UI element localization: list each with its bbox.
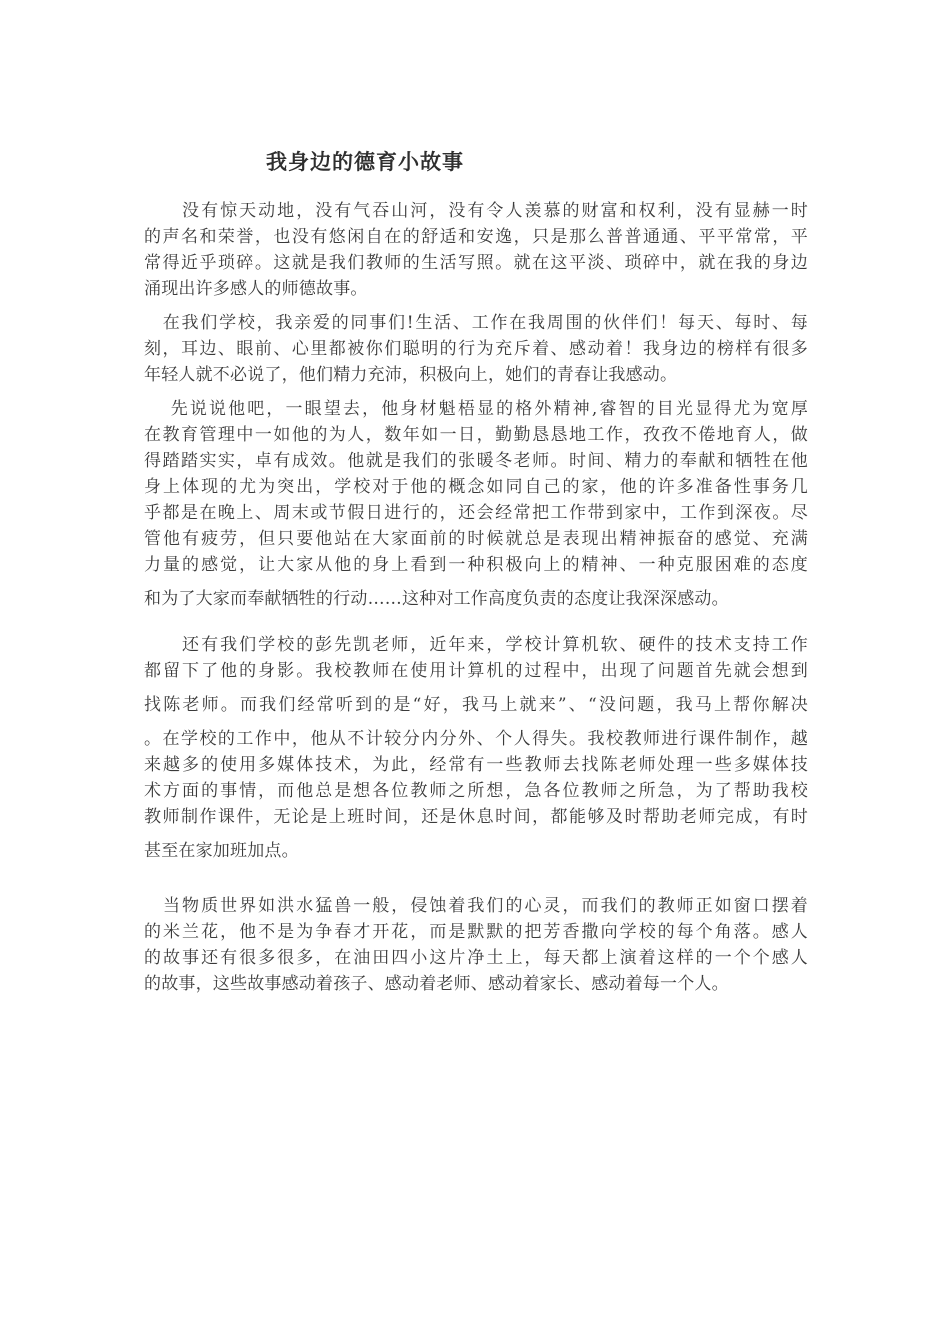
- paragraph-line: 身上体现的尤为突出，学校对于他的概念如同自己的家，他的许多准备性事务几: [144, 477, 808, 497]
- paragraph-line: 甚至在家加班加点。: [144, 841, 299, 861]
- paragraph-line: 教师制作课件，无论是上班时间，还是休息时间，都能够及时帮助老师完成，有时: [144, 807, 808, 827]
- paragraph-line: 和为了大家而奉献牺牲的行动……这种对工作高度负责的态度让我深深感动。: [144, 589, 729, 609]
- paragraph-3: [144, 396, 808, 612]
- paragraph-line: 在我们学校，我亲爱的同事们!生活、工作在我周围的伙伴们！每天、每时、每: [144, 313, 808, 333]
- paragraph-line: 在教育管理中一如他的为人，数年如一日，勤勤恳恳地工作，孜孜不倦地育人，做: [144, 425, 808, 445]
- paragraph-line: 。在学校的工作中，他从不计较分内分外、个人得失。我校教师进行课件制作，越: [144, 729, 808, 749]
- paragraph-line: 的故事还有很多很多，在油田四小这片净土上，每天都上演着这样的一个个感人: [144, 948, 808, 968]
- paragraph-line: 涌现出许多感人的师德故事。: [144, 279, 368, 299]
- paragraph-4: [144, 632, 808, 864]
- paragraph-line: 的米兰花，他不是为争春才开花，而是默默的把芳香撒向学校的每个角落。感人: [144, 922, 808, 942]
- paragraph-line: 常得近乎琐碎。这就是我们教师的生活写照。就在这平淡、琐碎中，就在我的身边: [144, 253, 808, 273]
- paragraph-2: [144, 310, 808, 388]
- paragraph-line: 找陈老师。而我们经常听到的是“好，我马上就来”、“没问题，我马上帮你解决: [144, 695, 808, 715]
- paragraph-line: 的故事，这些故事感动着孩子、感动着老师、感动着家长、感动着每一个人。: [144, 974, 729, 994]
- document-title: 我身边的德育小故事: [266, 149, 464, 174]
- paragraph-1: [144, 198, 808, 302]
- paragraph-line: 还有我们学校的彭先凯老师，近年来，学校计算机软、硬件的技术支持工作: [144, 635, 808, 655]
- paragraph-line: 来越多的使用多媒体技术，为此，经常有一些教师去找陈老师处理一些多媒体技: [144, 755, 808, 775]
- paragraph-line: 当物质世界如洪水猛兽一般，侵蚀着我们的心灵，而我们的教师正如窗口摆着: [144, 896, 808, 916]
- paragraph-line: 术方面的事情，而他总是想各位教师之所想，急各位教师之所急，为了帮助我校: [144, 781, 808, 801]
- paragraph-line: 的声名和荣誉，也没有悠闲自在的舒适和安逸，只是那么普普通通、平平常常，平: [144, 227, 808, 247]
- paragraph-line: 力量的感觉，让大家从他的身上看到一种积极向上的精神、一种克服困难的态度: [144, 555, 808, 575]
- paragraph-line: 都留下了他的身影。我校教师在使用计算机的过程中，出现了问题首先就会想到: [144, 661, 808, 681]
- paragraph-5: [144, 893, 808, 997]
- paragraph-line: 年轻人就不必说了，他们精力充沛，积极向上，她们的青春让我感动。: [144, 365, 678, 385]
- paragraph-line: 先说说他吧，一眼望去，他身材魁梧显的格外精神,睿智的目光显得尤为宽厚: [144, 399, 808, 419]
- paragraph-line: 得踏踏实实，卓有成效。他就是我们的张暖冬老师。时间、精力的奉献和牺牲在他: [144, 451, 808, 471]
- paragraph-line: 乎都是在晚上、周末或节假日进行的，还会经常把工作带到家中，工作到深夜。尽: [144, 503, 808, 523]
- paragraph-line: 刻，耳边、眼前、心里都被你们聪明的行为充斥着、感动着！我身边的榜样有很多: [144, 339, 808, 359]
- paragraph-line: 管他有疲劳，但只要他站在大家面前的时候就总是表现出精神振奋的感觉、充满: [144, 529, 808, 549]
- paragraph-line: 没有惊天动地，没有气吞山河，没有令人羡慕的财富和权利，没有显赫一时: [144, 201, 808, 221]
